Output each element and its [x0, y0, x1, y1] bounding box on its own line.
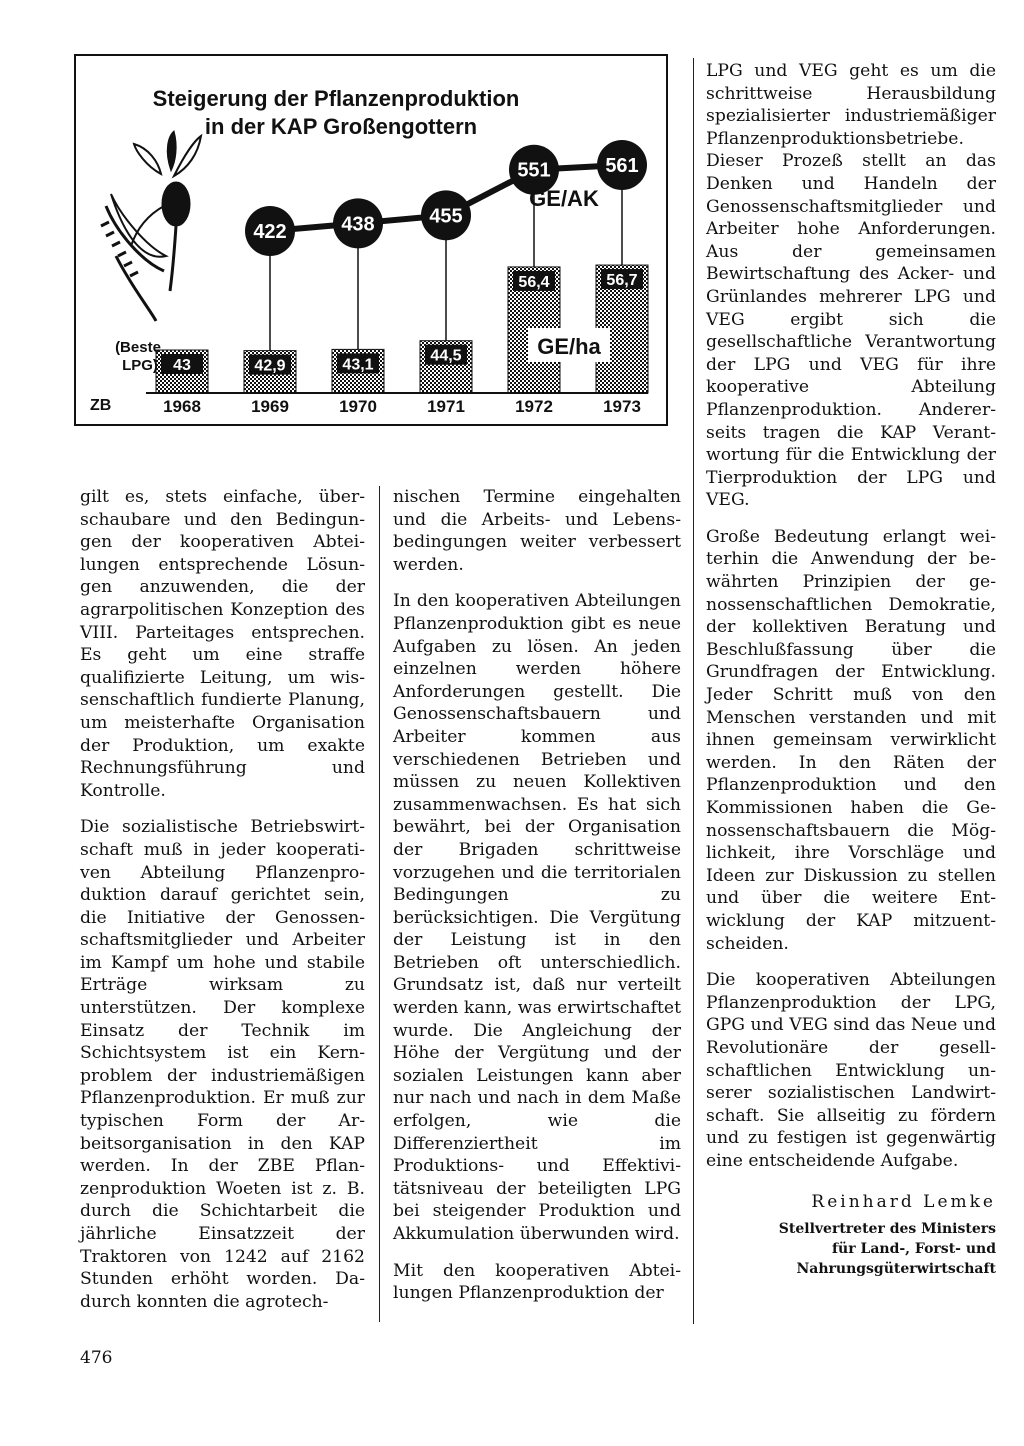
paragraph: gilt es, stets einfache, überschaubare und den Bedingungen der kooperativen Abteilungen entsprechende Lösungen anzuwenden, die der agrarpolitischen Konzeption des VIII. Parteitages entsprechen. Es geht um eine straffe qualifizierte Leitung, um wissenschaftlich fundierte Planung, um meisterhafte Organisation der Produktion, um exakte Rechnungsführung und Kontrolle.	[80, 487, 365, 801]
author-name: Reinhard Lemke	[811, 1191, 996, 1212]
author-title-line: Nahrungsgüterwirtschaft	[796, 1261, 996, 1278]
ge-ak-value-label: 551	[517, 159, 551, 182]
author-title	[706, 1219, 996, 1279]
author-title-line: Stellvertreter des Ministers	[778, 1221, 996, 1238]
chart-svg	[76, 56, 666, 424]
bar-value-label: 44,5	[430, 347, 462, 365]
legend-ge-ha: GE/ha	[537, 334, 601, 359]
x-tick-label: 1968	[163, 397, 201, 416]
annotation-beste: (Beste	[115, 339, 161, 356]
author-title-line: für Land-, Forst- und	[832, 1241, 996, 1258]
column-divider	[379, 486, 380, 1322]
bar-value-label: 56,7	[606, 272, 638, 290]
chart-subtitle: in der KAP Großengottern	[204, 114, 478, 139]
legend-ge-ak: GE/AK	[529, 186, 599, 211]
bar-value-label: 56,4	[518, 273, 550, 291]
chart-figure	[74, 54, 668, 426]
paragraph: Die sozialistische Betriebswirtschaft muß in jeder kooperativen Abteilung Pflanzenproduktion darauf gerichtet sein, die Initiative der Genossenschaftsmitglieder und Arbeiter im Kampf um hohe und stabile Erträge wirksam zu unterstützen. Der komplexe Einsatz der Technik im Schichtsystem ist ein Kernproblem der industriemäßigen Pflanzenproduktion. Er muß zur typischen Form der Arbeitsorganisation in den KAP werden. In der ZBE Pflanzenproduktion Woeten ist z. B. durch die Schichtarbeit die jährliche Einsatzzeit der Traktoren von 1242 auf 2162 Stunden erhöht worden. Dadurch konnten die agrotech-	[80, 817, 365, 1312]
bar-value-label: 42,9	[254, 357, 286, 375]
x-tick-label: 1972	[515, 397, 553, 416]
x-tick-label: 1971	[427, 397, 465, 416]
paragraph: Die kooperativen Abteilungen Pflanzenproduktion der LPG, GPG und VEG sind das Neue und Revolutionäre der gesellschaftlichen Entwicklung unserer sozialistischen Landwirtschaft. Sie allseitig zu fördern und zu festigen ist gegenwärtig eine entscheidende Aufgabe.	[706, 970, 996, 1171]
zb-logo: ZB	[90, 397, 112, 414]
chart-title: Steigerung der Pflanzenproduktion	[152, 86, 520, 111]
x-tick-label: 1969	[251, 397, 289, 416]
text-column-3	[706, 60, 996, 1279]
page-number: 476	[80, 1348, 113, 1368]
annotation-lpg: LPG)	[122, 357, 158, 374]
text-column-2	[393, 486, 681, 1319]
text-column-1	[80, 486, 365, 1327]
ge-ak-value-label: 455	[429, 205, 463, 228]
ge-ak-value-label: 561	[605, 154, 639, 177]
paragraph: Große Bedeutung erlangt weiterhin die Anwendung der bewährten Prinzipien der genossenschaftlichen Demokratie, der kollektiven Beratung und Beschlußfassung über die Grundfragen der Entwicklung. Jeder Schritt muß von den Menschen verstanden und mit ihnen gemeinsam verwirklicht werden. In den Räten der Pflanzenproduktion und den Kommissionen haben die Genossenschaftsbauern die Möglichkeit, ihre Vorschläge und Ideen zur Diskussion zu stellen und über die weitere Entwicklung der KAP mitzuentscheiden.	[706, 526, 996, 954]
bar-value-label: 43	[173, 357, 191, 374]
paragraph: In den kooperativen Abteilungen Pflanzenproduktion gibt es neue Aufgaben zu lösen. An jeden einzelnen werden höhere Anforderungen gestellt. Die Genossenschaftsbauern und Arbeiter kommen aus verschiedenen Betrieben und müssen zu neuen Kollektiven zusammenwachsen. Es hat sich bewährt, bei der Organisation der Brigaden schrittweise vorzugehen und die territorialen Bedingungen zu berücksichtigen. Die Vergütung der Leistung ist in den Betrieben oft unterschiedlich. Grundsatz ist, daß nur verteilt werden kann, was erwirtschaftet wurde. Die Angleichung der Höhe der Vergütung und der sozialen Leistungen kann aber nur nach und nach in dem Maße erfolgen, wie die Differenziertheit im Produktions- und Effektivitätsniveau der beteiligten LPG bei steigender Produktion und Akkumulation überwunden wird.	[393, 591, 681, 1244]
plant-illustration	[101, 131, 201, 321]
x-tick-label: 1970	[339, 397, 377, 416]
chart-plot-area	[156, 140, 648, 416]
legend-ge-ha-box	[528, 328, 610, 362]
column-divider	[693, 58, 694, 1324]
paragraph: nischen Termine eingehalten und die Arbeits- und Lebensbedingungen weiter verbessert werden.	[393, 487, 681, 575]
paragraph: LPG und VEG geht es um die schrittweise Herausbildung spezialisierter industriemäßiger Pflanzenproduktionsbetriebe. Dieser Prozeß stellt an das Denken und Handeln der Genossenschaftsmitglieder und Arbeiter hohe Anforderungen. Aus der gemeinsamen Bewirtschaftung des Acker- und Grünlandes mehrerer LPG und VEG ergibt sich die gesellschaftliche Verantwortung der LPG und VEG für ihre kooperative Abteilung Pflanzenproduktion. Andererseits tragen die KAP Verantwortung für die Entwicklung der Tierproduktion der LPG und VEG.	[706, 61, 996, 511]
ge-ak-value-label: 422	[253, 221, 287, 243]
x-tick-label: 1973	[603, 397, 641, 416]
bar-value-label: 43,1	[342, 356, 374, 374]
paragraph: Mit den kooperativen Abteilungen Pflanzenproduktion der	[393, 1260, 681, 1304]
ge-ak-value-label: 438	[341, 213, 375, 236]
